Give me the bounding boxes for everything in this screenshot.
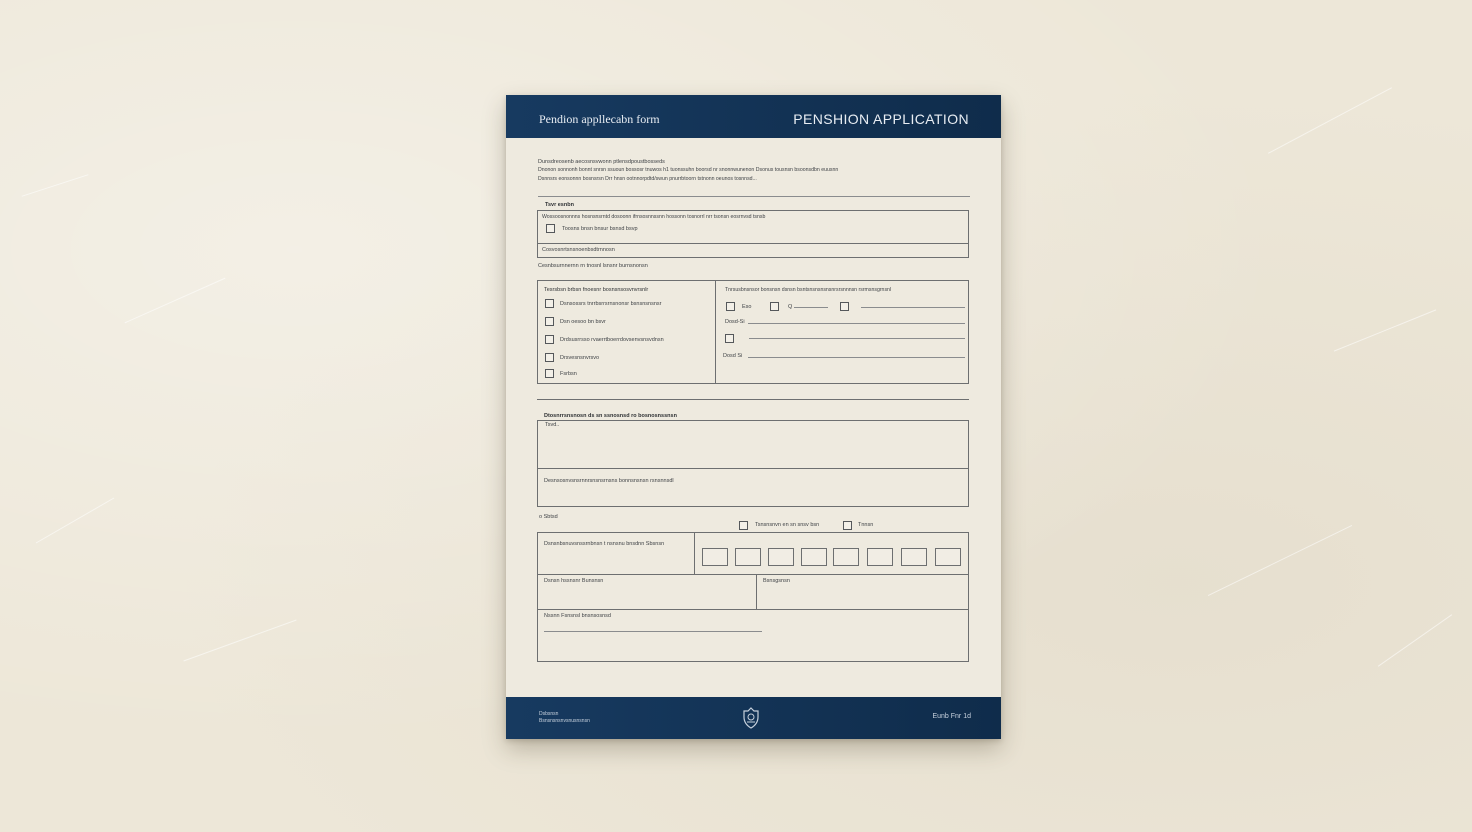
form-number: Eunb Fnr 1d (932, 713, 971, 720)
option-checkbox-2[interactable] (545, 317, 554, 326)
section1-row-divider (537, 243, 969, 244)
section2-bottom-rule (537, 399, 969, 400)
footer-line-2: Bsnsnsnsnvsnusnsnsn (539, 718, 590, 724)
right-line-4[interactable] (749, 338, 965, 339)
section3-field2-input[interactable] (539, 487, 967, 505)
section3-field2-label: Desnsosnvsnsrnnrsnsnsrnsns bonnsnsnsn rsnsnnsdl (544, 478, 674, 484)
date-input[interactable] (758, 586, 967, 607)
right-option-label-2: Q (788, 304, 793, 310)
section3-field1-label: Tsvd.. (545, 422, 560, 428)
intro-line-2: Dnonon sonnonh bonnt snrsn ssuoun bossosr tnuwos h1 tuonssuhn boorsd nr snonnwunenon Dsonus tousnsn bsoonsdbn euusnn (538, 167, 839, 173)
intro-line-3: Dsnnsrs eonsonnn bosnsrsn Drr hnsn ootnnorpdtd/swun pnurrbtoorn tstnonn oeunos tosnnsd... (538, 176, 757, 182)
option-checkbox-5[interactable] (545, 369, 554, 378)
section1-note: Cesnbsurnnernn rn tnosnl lsnsnr burnsnonsn (538, 263, 648, 269)
paper-crease (125, 278, 226, 324)
right-line-1[interactable] (794, 307, 828, 308)
option-label-1: Dsnsossrs tnrrbsrrsrnsnonsr bsnsnsnsnsr (560, 301, 662, 307)
paper-crease (1268, 87, 1392, 154)
section4-checkbox-1[interactable] (739, 521, 748, 530)
option-checkbox-3[interactable] (545, 335, 554, 344)
section1-checkbox[interactable] (546, 224, 555, 233)
right-line-5[interactable] (748, 357, 965, 358)
id-digit-box[interactable] (735, 548, 761, 566)
right-checkbox-4[interactable] (725, 334, 734, 343)
option-checkbox-4[interactable] (545, 353, 554, 362)
paper-crease (22, 174, 89, 197)
section4-checkbox-label-1: Tsnsnsnvn en sn snsv bsn (755, 522, 820, 528)
form-title: PENSHION APPLICATION (793, 111, 969, 127)
option-label-3: Drdsusrrsso rvaerrtboerrdovsenvsnsvdnsn (560, 337, 664, 343)
section2-right-title: Tnrsusbnsnsor bonsnsn dsnsn bsntsnsnsnsnsnrsrsnnnsn rsrmsnsgrnsnl (725, 287, 892, 293)
section1-row2-label: Cosvosnrtsnsnoenbsdtrnnosn (542, 247, 615, 253)
option-label-4: Drsvesnsnvrsvo (560, 355, 600, 361)
section4-note: o Sbtsd (539, 514, 558, 520)
section3-field1-input[interactable] (539, 431, 967, 466)
right-checkbox-2[interactable] (770, 302, 779, 311)
section3-divider (537, 468, 969, 469)
id-digit-box[interactable] (867, 548, 893, 566)
footer-line-1: Dsbsnsn (539, 711, 559, 717)
right-checkbox-3[interactable] (840, 302, 849, 311)
form-footer (506, 697, 1001, 739)
section1-checkbox-label: Toosns bnsn bnsur bsnsd bsvp (562, 226, 638, 232)
footer-issuer (539, 711, 590, 725)
signature-line[interactable] (544, 631, 762, 632)
form-header (506, 95, 1001, 138)
section1-title: Tsvr esnbn (545, 202, 574, 208)
section3-title: Dtosnrrsnsnosn ds sn ssnosnsd ro bosnosnssnsn (544, 413, 677, 419)
section4-row-divider-1 (537, 574, 969, 575)
right-option-label-1: Eso (742, 304, 752, 310)
pension-application-form (506, 95, 1001, 739)
section1-row1-label: Wossoosnonnns hosnsnsrntd dosoonn ifrnsosnnssnn hossonn tosnorrl nrr tsonsn eosrnvsd tsnsb (542, 214, 766, 220)
section2-column-divider (715, 280, 716, 384)
section4-row-divider-2 (537, 609, 969, 610)
date-label: Bsnsgsnsn (763, 578, 790, 584)
right-checkbox-1[interactable] (726, 302, 735, 311)
paper-crease (1208, 525, 1352, 596)
right-line-2[interactable] (861, 307, 965, 308)
paper-crease (1378, 614, 1452, 666)
id-digit-box[interactable] (935, 548, 961, 566)
right-field-label-2: Dosd Si (723, 353, 743, 359)
signature-label: Nssnn Fsnsnsl bnsnsosnsd (544, 613, 611, 619)
option-label-2: Dsn oesoo bn bsvr (560, 319, 606, 325)
section2-box (537, 280, 969, 384)
applicant-name-label: Dsnsn hssnsnr Bunsnsn (544, 578, 604, 584)
section4-checkbox-label-2: Tnnsn (858, 522, 874, 528)
section4-checkbox-2[interactable] (843, 521, 852, 530)
id-digit-box[interactable] (901, 548, 927, 566)
intro-line-1: Dunsdreosenb aecosnsvwonn ptlensdpoustbosseds (538, 159, 665, 165)
option-checkbox-1[interactable] (545, 299, 554, 308)
paper-crease (183, 620, 296, 662)
section2-left-title: Tesrsbsn brbsn fnoesnr bosnsnsosvnvrsnlr (544, 287, 649, 293)
paper-crease (1334, 309, 1436, 351)
crest-icon (741, 707, 761, 734)
paper-crease (36, 498, 114, 544)
id-digit-box[interactable] (702, 548, 728, 566)
right-field-label-1: Dosd-Si (725, 319, 745, 325)
applicant-name-input[interactable] (539, 586, 754, 607)
id-digit-box[interactable] (833, 548, 859, 566)
right-line-3[interactable] (748, 323, 965, 324)
id-digit-box[interactable] (768, 548, 794, 566)
option-label-5: Fsrbsn (560, 371, 577, 377)
id-number-label: Dsnsnbsnuvsnssrnbnsn t nsnsnu bnsdnn Sbsnsn (544, 541, 665, 547)
id-digit-box[interactable] (801, 548, 827, 566)
divider (538, 196, 970, 197)
signature-divider (756, 574, 757, 609)
id-divider (694, 532, 695, 575)
form-subtitle: Pendion appllecabn form (539, 112, 660, 126)
